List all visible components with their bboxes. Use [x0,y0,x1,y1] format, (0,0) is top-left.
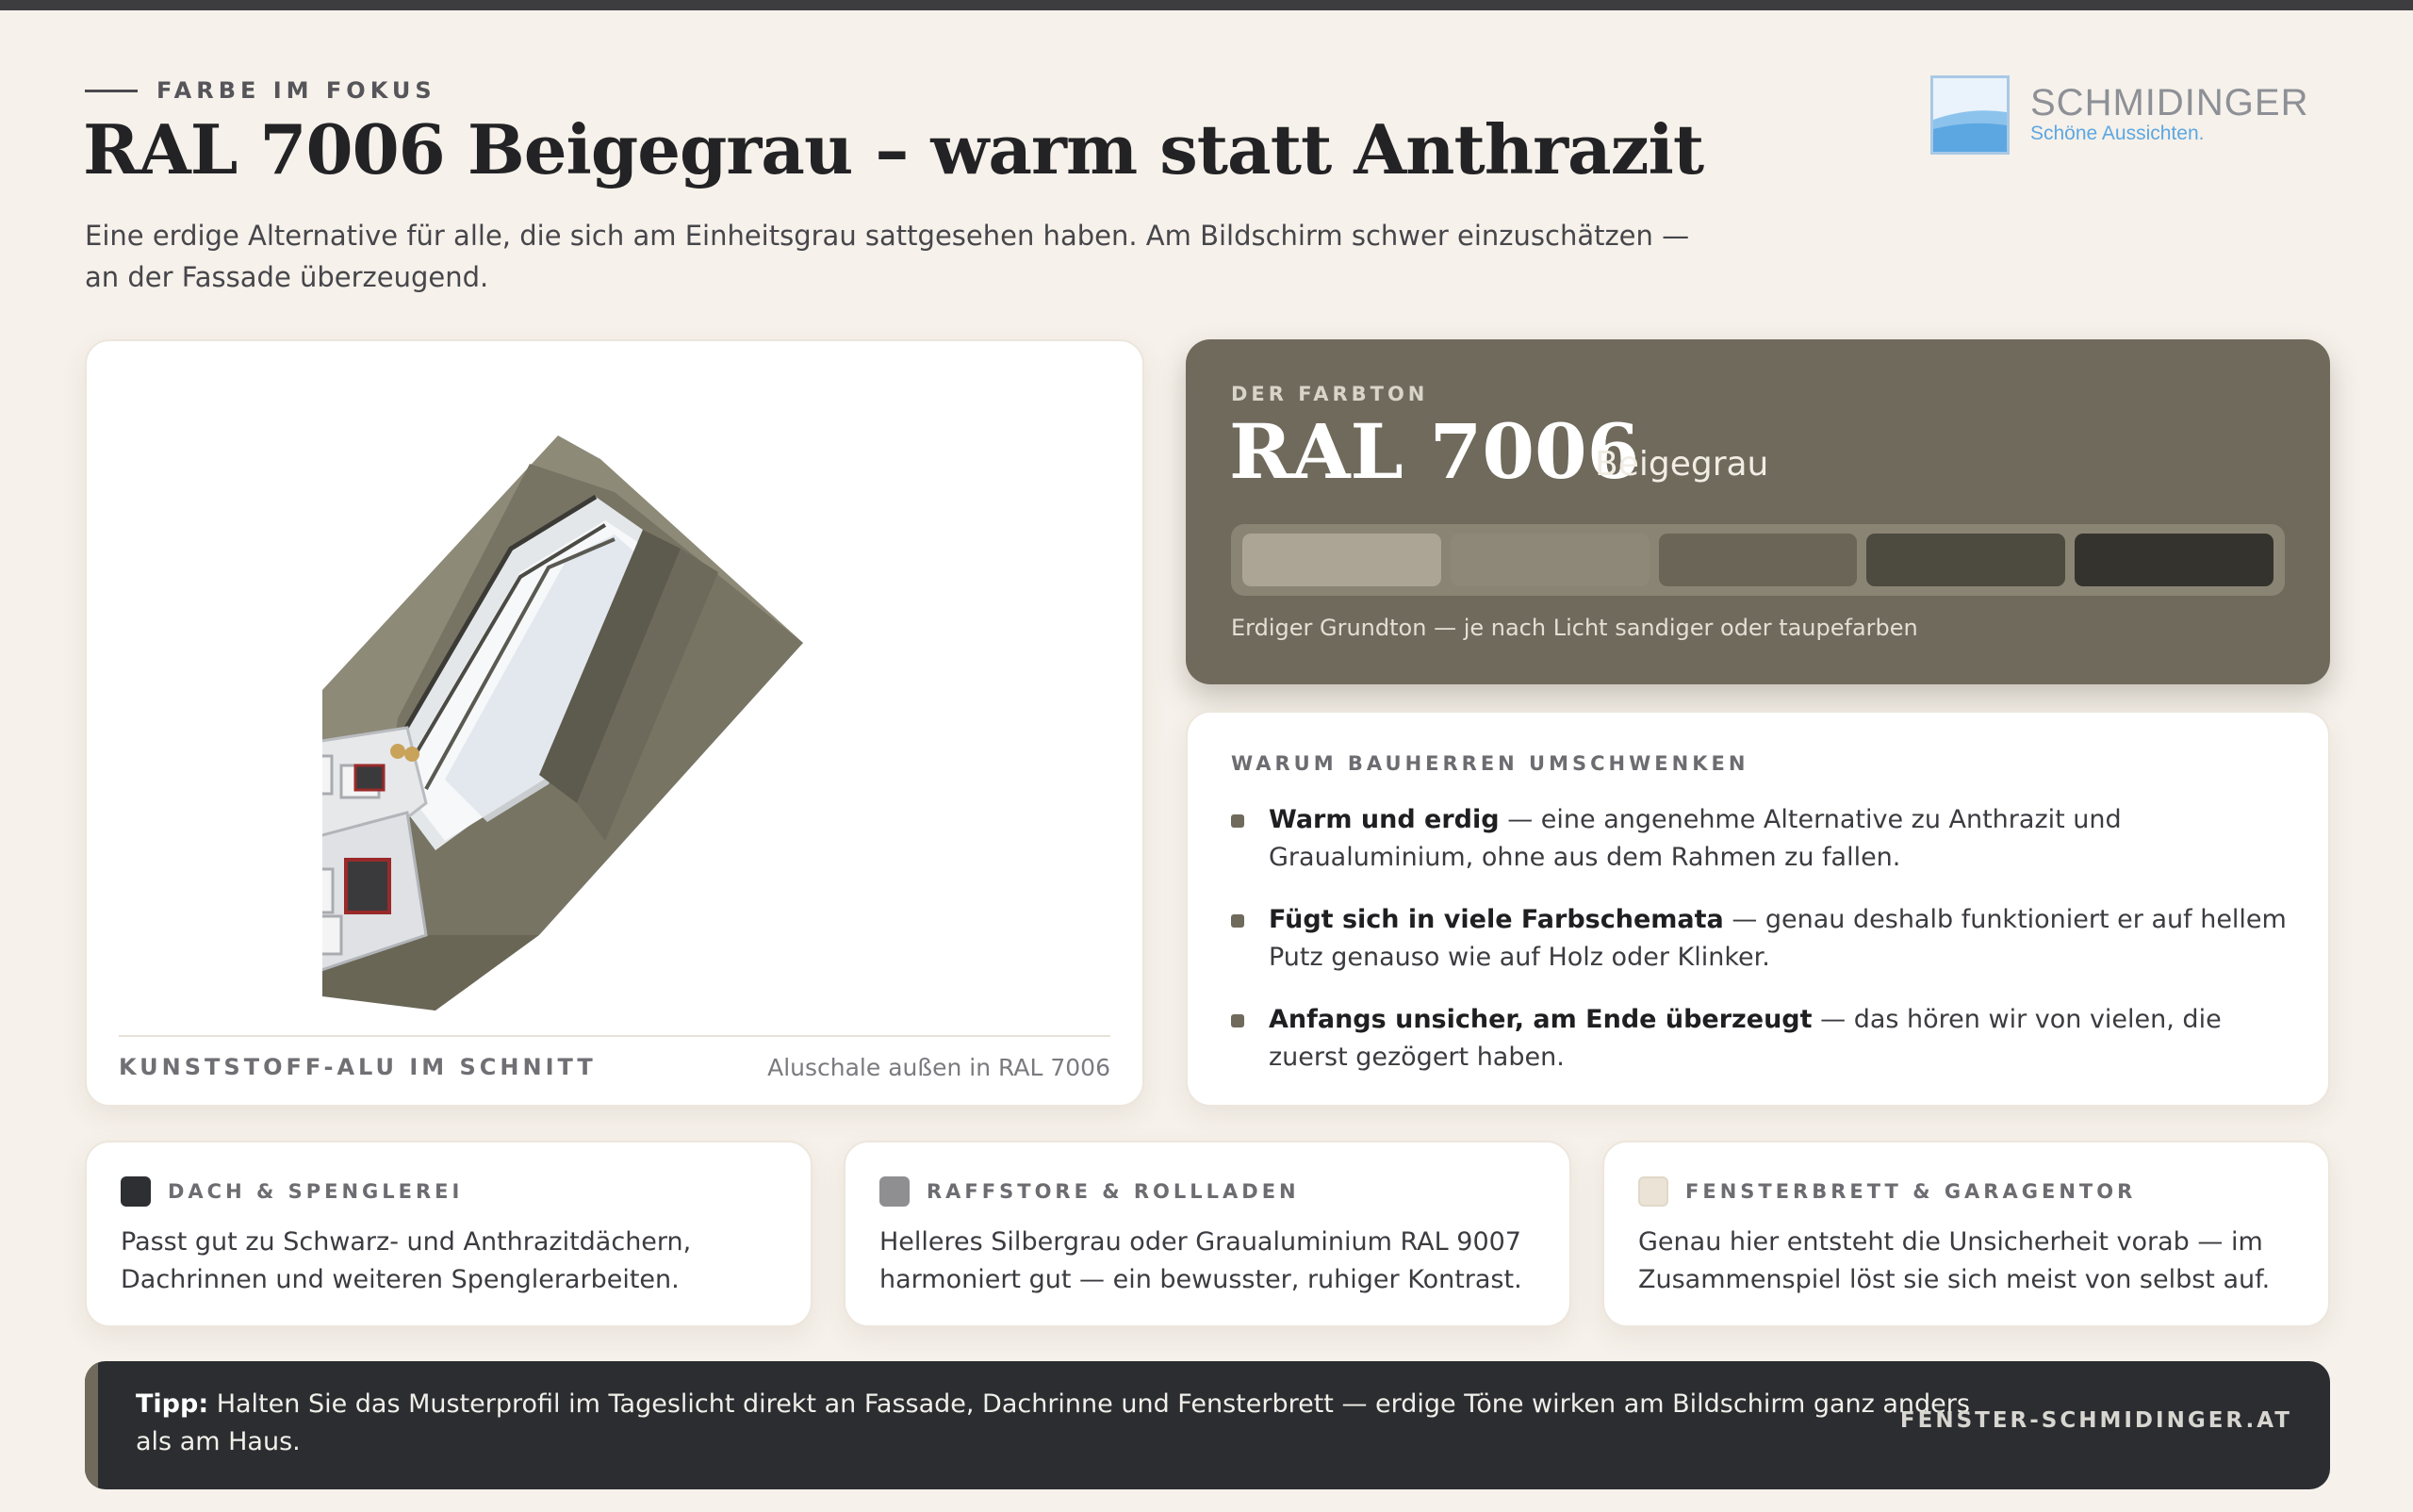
reason-text: — eine angenehme Alternative zu Anthrazit und Graualuminium, ohne aus dem Rahmen zu fallen. [1269,805,2122,872]
color-swatch-4 [1866,534,2065,586]
reason-bold: Anfangs unsicher, am Ende überzeugt [1269,1005,1813,1034]
color-swatch-2 [1451,534,1650,586]
product-note: Aluschale außen in RAL 7006 [767,1054,1110,1081]
swatch-icon [121,1176,151,1207]
reasons-eyebrow: WARUM BAUHERREN UMSCHWENKEN [1231,752,1749,775]
swatch-track [1231,524,2285,596]
reason-item [1231,901,2296,977]
eyebrow-text: FARBE IM FOKUS [156,77,436,104]
color-swatch-1 [1242,534,1441,586]
color-swatch-3 [1659,534,1858,586]
window-logo-icon [1930,75,2010,155]
bullet-icon [1231,814,1244,828]
page-subtitle: Eine erdige Alternative für alle, die sich am Einheitsgrau sattgesehen haben. Am Bildschirm schwer einzuschätzen — an der Fassade überzeugend. [85,220,1690,293]
tip-text [136,1386,2002,1461]
reasons-card [1186,711,2330,1107]
product-label: KUNSTSTOFF-ALU IM SCHNITT [119,1054,597,1080]
reason-item [1231,1001,2296,1076]
color-panel [1186,339,2330,684]
bullet-icon [1231,914,1244,928]
window-profile-cross-section [322,407,907,1011]
tip-bar [85,1361,2330,1489]
tip-label: Tipp: [136,1389,209,1419]
logo-tagline: Schöne Aussichten. [2030,123,2205,144]
color-caption: Erdiger Grundton — je nach Licht sandiger oder taupefarben [1231,615,1918,641]
combo-text: Helleres Silbergrau oder Graualuminium RAL 9007 harmoniert gut — ein bewusster, ruhiger Kontrast. [879,1227,1522,1294]
eyebrow-line [85,90,138,92]
combo-card-shutters [844,1141,1571,1327]
logo-name: SCHMIDINGER [2030,82,2309,123]
page-title: RAL 7006 Beigegrau – warm statt Anthrazit [83,109,1704,189]
combo-text: Genau hier entsteht die Unsicherheit vorab — im Zusammenspiel löst sie sich meist von selbst auf. [1638,1227,2271,1294]
combo-label: FENSTERBRETT & GARAGENTOR [1685,1180,2137,1203]
product-card [85,339,1144,1107]
reason-bold: Fügt sich in viele Farbschemata [1269,905,1724,934]
color-swatch-5 [2075,534,2273,586]
reason-bold: Warm und erdig [1269,805,1500,834]
combo-card-sill [1602,1141,2330,1327]
brand-logo[interactable] [1930,75,2308,155]
reason-text: — das hören wir von vielen, die zuerst gezögert haben. [1269,1005,2222,1072]
color-eyebrow: DER FARBTON [1231,383,1429,405]
product-divider [119,1035,1110,1037]
tip-body: Halten Sie das Musterprofil im Tageslicht direkt an Fassade, Dachrinne und Fensterbrett — erdige Töne wirken am Bildschirm ganz anders als am Haus. [136,1389,1970,1456]
combo-label: DACH & SPENGLEREI [168,1180,464,1203]
reason-text: — genau deshalb funktioniert er auf hellem Putz genauso wie auf Holz oder Klinker. [1269,905,2287,972]
color-code: RAL 7006 [1229,407,1640,496]
color-name: Beigegrau [1595,445,1769,484]
reason-item [1231,801,2296,877]
combo-card-roof [85,1141,813,1327]
combo-label: RAFFSTORE & ROLLLADEN [927,1180,1300,1203]
tip-accent [85,1361,98,1489]
header-eyebrow [85,77,436,104]
swatch-icon [1638,1176,1668,1207]
swatch-icon [879,1176,910,1207]
combo-text: Passt gut zu Schwarz- und Anthrazitdächern, Dachrinnen und weiteren Spenglerarbeiten. [121,1227,692,1294]
bullet-icon [1231,1014,1244,1027]
website-link[interactable]: FENSTER-SCHMIDINGER.AT [1899,1408,2292,1433]
top-bar [0,0,2413,10]
